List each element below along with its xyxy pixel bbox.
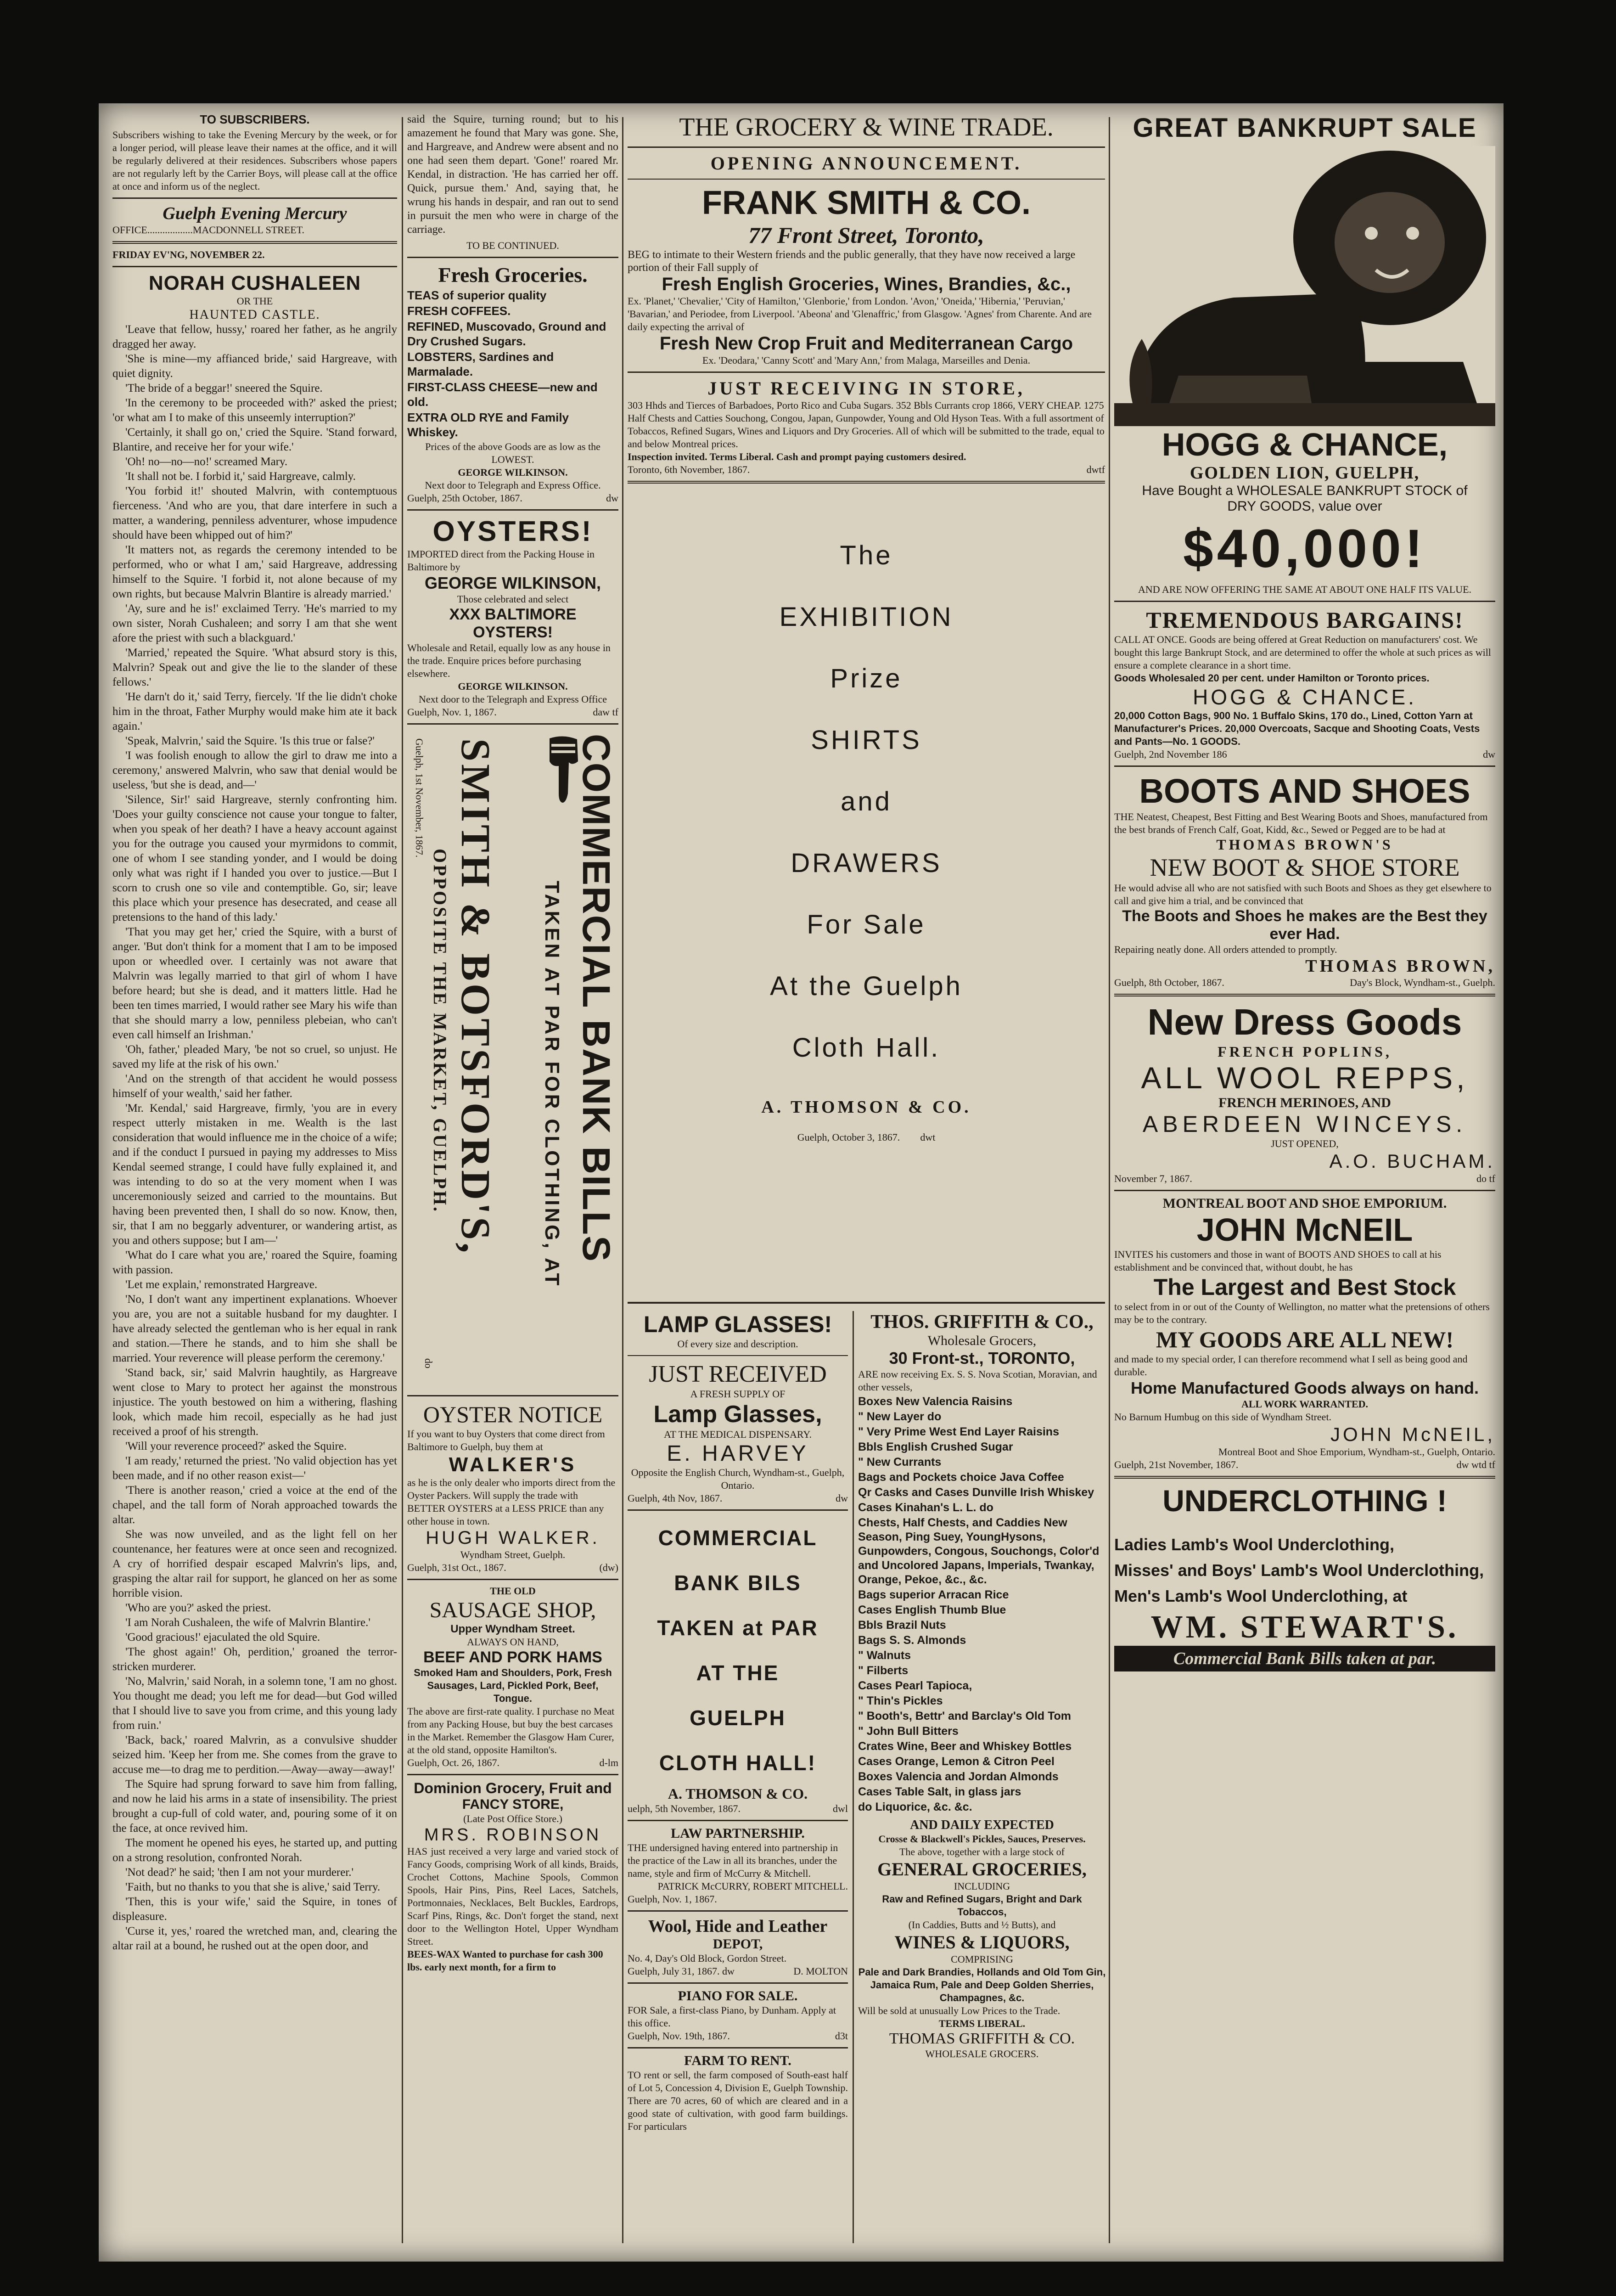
list-item: Bbls English Crushed Sugar	[858, 1441, 1013, 1453]
aberdeen-winceys: ABERDEEN WINCEYS.	[1142, 1111, 1467, 1137]
daily-expected: AND DAILY EXPECTED	[910, 1818, 1054, 1832]
oyster-notice-text: If you want to buy Oysters that come direct from Baltimore to Guelph, buy them at	[407, 1428, 605, 1452]
cloth-code: dwl	[833, 1803, 848, 1814]
john-mcneil-sig: JOHN McNEIL,	[1330, 1424, 1495, 1445]
list-item: FIRST-CLASS CHEESE—new and old.	[407, 380, 598, 409]
oysters-address: Next door to the Telegraph and Express Office	[418, 693, 607, 705]
story-paragraph: 'Curse it, yes,' roared the wretched man, and, clearing the altar rail at a bound, he rushed out at the open door, and	[112, 1925, 397, 1952]
vertical-headline: COMMERCIAL BANK BILLS	[575, 734, 618, 1263]
list-item: EXTRA OLD RYE and Family Whiskey.	[407, 411, 569, 439]
cloth-date: uelph, 5th November, 1867.	[628, 1803, 741, 1814]
hugh-address: Wyndham Street, Guelph.	[460, 1549, 566, 1560]
frank-smith: FRANK SMITH & CO.	[702, 185, 1031, 221]
fresh-groceries-heading: Fresh Groceries.	[438, 263, 588, 287]
column-4	[1114, 113, 1495, 2252]
wool-name: D. MOLTON	[793, 1965, 848, 1977]
story-paragraph: 'The bride of a beggar!' sneered the Squire.	[125, 382, 323, 394]
list-item: Chests, Half Chests, and Caddies New Season, Ping Suey, YoungHysons, Gunpowders, Congous, Souchongs, Color'd and Uncolored Japans, Imperials, Twankay, Orange, Pekoe, &c., &c.	[858, 1516, 1100, 1586]
beef-pork-hams: BEEF AND PORK HAMS	[423, 1649, 602, 1666]
sausage-subheading: Upper Wyndham Street.	[450, 1623, 575, 1635]
law-names: PATRICK McCURRY, ROBERT MITCHELL.	[657, 1880, 848, 1892]
bankrupt-sale-heading: GREAT BANKRUPT SALE	[1133, 113, 1477, 143]
fresh-note: Prices of the above Goods are as low as the LOWEST.	[425, 441, 600, 465]
boots-text: THE Neatest, Cheapest, Best Fitting and Best Wearing Boots and Shoes, manufactured from the best brands of French Calf, Goat, Kidd, &c., Sewed or Pegged are to be had at	[1114, 811, 1488, 835]
list-item: Cases Kinahan's L. L. do	[858, 1501, 993, 1514]
commercial-line: TAKEN at PAR	[657, 1616, 819, 1640]
new-boot-shoe-store: NEW BOOT & SHOE STORE	[1150, 854, 1460, 881]
column-3b	[858, 1311, 1106, 2252]
exhibition-line: Cloth Hall.	[792, 1033, 941, 1063]
brandies: Pale and Dark Brandies, Hollands and Old Tom Gin, Jamaica Rum, Pale and Deep Golden Sherries, Champagnes, &c.	[858, 1966, 1106, 2003]
list-item: Cases English Thumb Blue	[858, 1604, 1006, 1616]
story-paragraph: 'Mr. Kendal,' said Hargreave, firmly, 'you are in every respect utterly mistaken in me. Wealth is the last consideration that would influence me in the choice of a wife; and if the conduct I pursued in paying my addresses to Miss Kendal seemed strange, I could have fully explained it, and was intending to do so at the very moment when I was unceremoniously seized and carried to the mountains. But having been prevented then, I shall do so now. Know, then, sir, that I am no beggarly adventurer, or wandering artist, as you and others suppose; but I am—'	[112, 1102, 397, 1247]
wines-liquors: WINES & LIQUORS,	[894, 1932, 1070, 1953]
underclothing-line: Ladies Lamb's Wool Underclothing,	[1114, 1535, 1394, 1554]
list-item: Cases Table Salt, in glass jars	[858, 1785, 1021, 1798]
fresh-date: Guelph, 25th October, 1867.	[407, 492, 522, 504]
list-item: " Very Prime West End Layer Raisins	[858, 1425, 1059, 1438]
vertical-opposite: OPPOSITE THE MARKET, GUELPH.	[430, 849, 450, 1213]
law-heading: LAW PARTNERSHIP.	[671, 1826, 805, 1841]
list-item: REFINED, Muscovado, Ground and Dry Crushed Sugars.	[407, 320, 606, 348]
farm-heading: FARM TO RENT.	[684, 2053, 791, 2068]
oysters-note: Wholesale and Retail, equally low as any house in the trade. Enquire prices before purchasing elsewhere.	[407, 642, 611, 679]
mcneil-date: Guelph, 21st November, 1867.	[1114, 1459, 1239, 1470]
piano-code: d3t	[835, 2030, 848, 2042]
dry-goods: DRY GOODS, value over	[1227, 499, 1382, 514]
sausage-heading: SAUSAGE SHOP,	[429, 1598, 596, 1622]
list-item: " Booth's, Bettr' and Barclay's Old Tom	[858, 1710, 1072, 1722]
lamp-sub: Of every size and description.	[677, 1338, 798, 1350]
toronto-date: Toronto, 6th November, 1867.	[628, 464, 750, 475]
story-continued: said the Squire, turning round; but to his amazement he found that Mary was gone. She, and Hargreave, and Andrew were absent and no one had seen them depart. 'Gone!' roared Mr. Kendal, in distraction. 'He has carried her off. Quick, pursue them.' And, saying that, he wrung his hands in despair, and ran out to send in pursuit the men who were in charge of the carriage.	[407, 113, 618, 236]
story-paragraph: 'Back, back,' roared Malvrin, as a convulsive shudder seized him. 'Keep her from me. She comes from the grave to accuse me—to drag me to perdition.—Away—away—away!'	[112, 1734, 397, 1776]
above-together: The above, together with a large stock of	[899, 1846, 1065, 1857]
story-paragraph: 'Not dead?' he said; 'then I am not your murderer.'	[125, 1866, 354, 1879]
griffith-heading: THOS. GRIFFITH & CO.,	[870, 1311, 1094, 1333]
column-1	[112, 113, 397, 2252]
sausage-items: Smoked Ham and Shoulders, Pork, Fresh Sausages, Lard, Pickled Pork, Beef, Tongue.	[414, 1667, 612, 1704]
walkers-text: as he is the only dealer who imports direct from the Oyster Packers. Will supply the trade with BETTER OYSTERS at a LESS PRICE than any other house in town.	[407, 1477, 616, 1527]
tremendous-bargains: TREMENDOUS BARGAINS!	[1146, 607, 1464, 633]
county-text: to select from in or out of the County of Wellington, no matter what the pretensions of others may be to the contrary.	[1114, 1301, 1490, 1325]
commercial-bills-tail: Commercial Bank Bills taken at par.	[1114, 1646, 1495, 1671]
list-item: " John Bull Bitters	[858, 1725, 959, 1738]
griffith-front: 30 Front-st., TORONTO,	[889, 1349, 1075, 1367]
john-mcneil: JOHN McNEIL	[1196, 1212, 1413, 1248]
wm-stewarts: WM. STEWART'S.	[1150, 1609, 1459, 1645]
list-item: do Liquorice, &c. &c.	[858, 1801, 972, 1813]
story-paragraph: 'Good gracious!' ejaculated the old Squire.	[125, 1631, 320, 1643]
terms-liberal: TERMS LIBERAL.	[938, 2018, 1026, 2029]
oysters-date: Guelph, Nov. 1, 1867.	[407, 706, 497, 718]
golden-lion-icon	[1114, 146, 1495, 426]
story-paragraph: 'Stand back, sir,' said Malvrin haughtily, as Hargreave went close to Mary to protect her against the monstrous injustice. The youth bestowed on him a withering, flashing look, which made him recoil, especially as he had just received a proof of his strength.	[112, 1367, 397, 1438]
exhibition-line: and	[841, 787, 892, 816]
story-paragraph: 'Let me explain,' remonstrated Hargreave.	[125, 1278, 318, 1291]
exhibition-line: At the Guelph	[770, 971, 963, 1001]
story-paragraph: 'Oh! no—no—no!' screamed Mary.	[125, 456, 288, 468]
story-paragraph: 'And on the strength of that accident he would possess himself of your wealth,' said her father.	[112, 1073, 397, 1100]
english-groceries: Fresh English Groceries, Wines, Brandies, &c.,	[662, 274, 1071, 294]
late-post-office: (Late Post Office Store.)	[463, 1813, 562, 1824]
story-paragraph: 'In the ceremony to be proceeded with?' asked the priest; 'or what am I to make of this unseemly interruption?'	[112, 397, 397, 424]
story-paragraph: 'Leave that fellow, hussy,' roared her father, as he angrily dragged her away.	[112, 323, 397, 350]
harvey-address: Opposite the English Church, Wyndham-st., Guelph, Ontario.	[631, 1467, 845, 1491]
list-item: Crates Wine, Beer and Whiskey Bottles	[858, 1740, 1072, 1753]
exhibition-line: Prize	[830, 664, 903, 693]
griffith-signature-sub: WHOLESALE GROCERS.	[925, 2048, 1039, 2060]
list-item: FRESH COFFEES.	[407, 304, 511, 318]
frank-text: BEG to intimate to their Western friends and the public generally, that they have now received a large portion of their Fall supply of	[628, 249, 1076, 274]
sausage-date: Guelph, Oct. 26, 1867.	[407, 1757, 500, 1768]
list-item: " Thin's Pickles	[858, 1694, 943, 1707]
to-be-continued: TO BE CONTINUED.	[466, 240, 559, 251]
story-paragraph: 'Speak, Malvrin,' said the Squire. 'Is this true or false?'	[125, 735, 375, 747]
wool-code: dw	[722, 1965, 735, 1977]
subscribers-heading: TO SUBSCRIBERS.	[200, 113, 310, 126]
fancy-store: FANCY STORE,	[462, 1797, 564, 1812]
story-paragraph: 'Married,' repeated the Squire. 'What absurd story is this, Malvrin? Speak out and give the lie to the slander of these fellows.'	[112, 647, 397, 688]
story-paragraph: 'What do I care what you are,' roared the Squire, foaming with passion.	[112, 1249, 397, 1276]
story-paragraph: 'I am ready,' returned the priest. 'No valid objection has yet been made, and if no other reason exist—'	[112, 1455, 397, 1482]
vertical-date: Guelph, 1st November, 1867.	[414, 738, 425, 858]
vertical-line2: TAKEN AT PAR FOR CLOTHING, AT	[541, 881, 563, 1288]
story-or: OR THE	[236, 295, 273, 307]
story-paragraph: 'Who are you?' asked the priest.	[125, 1602, 271, 1614]
commercial-line: COMMERCIAL	[658, 1526, 818, 1550]
commercial-bank-bills-vertical-ad	[407, 729, 618, 1390]
mcneil-code: dw wtd tf	[1456, 1459, 1495, 1470]
mcneil-address: Montreal Boot and Shoe Emporium, Wyndham-st., Guelph, Ontario.	[1218, 1446, 1495, 1458]
home-manufactured: Home Manufactured Goods always on hand.	[1130, 1379, 1479, 1397]
thomas-brown-sig: THOMAS BROWN,	[1305, 957, 1495, 976]
story-paragraph: 'You forbid it!' shouted Malvrin, with contemptuous fierceness. 'And who are you, that dare interfere in such a matter, a wandering, penniless adventurer, whose impudence should have been whipped out of him?'	[112, 485, 397, 541]
story-paragraph: 'That you may get her,' cried the Squire, with a burst of anger. 'But don't think for a moment that I am to be imposed upon or wheedled over. I certainly was not aware that Malvrin was legally married to that girl of whom I have before heard; but she is dead, and it matters little. Had he been ten times married, I would rather see Mary his wife than that she should marry a low, penniless plebeian, who can't even call himself an Irishman.'	[112, 926, 397, 1041]
cotton-bags: 20,000 Cotton Bags, 900 No. 1 Buffalo Skins, 170 do., Lined, Cotton Yarn at Manufacturer's Prices. 20,000 Overcoats, Sacque and Shooting Coats, Vests and Pants—No. 1 GOODS.	[1114, 710, 1480, 747]
thomson-sig: A. THOMSON & CO.	[761, 1097, 971, 1117]
front-street: 77 Front Street, Toronto,	[748, 222, 984, 248]
story-paragraph: The moment he opened his eyes, he started up, and putting on a strong resolution, confronted Norah.	[112, 1837, 397, 1864]
underclothing-heading: UNDERCLOTHING !	[1162, 1484, 1447, 1518]
oysters-xxx: XXX BALTIMORE OYSTERS!	[449, 606, 577, 641]
story-title: NORAH CUSHALEEN	[148, 272, 361, 294]
vertical-code: do	[423, 1358, 434, 1368]
amount: $40,000!	[1183, 518, 1426, 579]
exhibition-line: SHIRTS	[811, 725, 922, 755]
no-barnum: No Barnum Humbug on this side of Wyndham Street.	[1114, 1411, 1332, 1423]
story-paragraph: 'He darn't do it,' said Terry, fiercely. 'If the lie didn't choke him in the throat, Father Murphy would make him ate it back again.'	[112, 691, 397, 732]
crop-ex: Ex. 'Deodara,' 'Canny Scott' and 'Mary Ann,' from Malaga, Marseilles and Denia.	[702, 355, 1031, 366]
list-item: " Walnuts	[858, 1649, 911, 1662]
new-dress-goods: New Dress Goods	[1147, 1002, 1462, 1042]
story-paragraph: 'She is mine—my affianced bride,' said Hargreave, with quiet dignity.	[112, 353, 397, 380]
story-paragraph: 'Silence, Sir!' said Hargreave, sternly confronting him. 'Does your guilty conscience not cause your tongue to falter, when you speak of her death? I have a heavy account against you for the outrage you caused your myrmidons to commit, one of whom I see standing yonder, and I would be doing only what was right if I handed you over to justice.—But I scorn to crush one so vile and contemptible. Go, sir; leave this place which your presence has desecrated, and cease all pretensions to the hand of this lady.'	[112, 793, 397, 923]
crosse-blackwell: Crosse & Blackwell's Pickles, Sauces, Preserves.	[878, 1833, 1086, 1845]
wool-address: No. 4, Day's Old Block, Gordon Street.	[628, 1953, 787, 1964]
exhibition-line: For Sale	[807, 910, 926, 940]
newspaper-page	[99, 103, 1504, 2262]
griffith-items	[858, 1395, 1106, 1814]
raw-sugars: Raw and Refined Sugars, Bright and Dark Tobaccos,	[882, 1893, 1082, 1918]
ex-vessels: Ex. 'Planet,' 'Chevalier,' 'City of Hamilton,' 'Glenborie,' from London. 'Avon,' 'Oneida,' 'Hibernia,' 'Peruvian,' 'Bavarian,' and Periodee, from Liverpool. 'Abeona' and 'Glenaffric,' from Glasgow. 'Agnes' from Charente. And are daily expecting the arrival of	[628, 295, 1092, 332]
list-item: " Filberts	[858, 1664, 909, 1677]
just-opened: JUST OPENED,	[1271, 1138, 1339, 1149]
brown-address: Day's Block, Wyndham-st., Guelph.	[1350, 977, 1495, 988]
just-receiving: JUST RECEIVING IN STORE,	[707, 378, 1025, 399]
have-bought: Have Bought a WHOLESALE BANKRUPT STOCK of	[1142, 483, 1468, 498]
exhibition-line: EXHIBITION	[779, 602, 954, 632]
fresh-supply: A FRESH SUPPLY OF	[690, 1388, 786, 1400]
sausage-text: The above are first-rate quality. I purchase no Meat from any Packing House, but buy the best carcases in the Market. Remember the Glasgow Ham Curer, at the old stand, opposite Hamilton's.	[407, 1705, 615, 1756]
law-date: Guelph, Nov. 1, 1867.	[628, 1893, 717, 1905]
fresh-address: Next door to Telegraph and Express Office.	[425, 479, 601, 491]
robinson-text: HAS just received a very large and varied stock of Fancy Goods, comprising Work of all kinds, Braids, Crochet Cottons, Machine Spools, Common Spools, Hair Pins, Pins, Reel Laces, Satchels, Portmonnaies, Necklaces, Belt Buckles, Eardrops, Scarf Pins, Rings, &c. Don't forget the stand, next door to the Wellington Hotel, Upper Wyndham Street.	[407, 1846, 618, 1947]
french-merinoes: FRENCH MERINOES, AND	[1218, 1095, 1391, 1110]
list-item: Bags and Pockets choice Java Coffee	[858, 1471, 1064, 1484]
low-prices: Will be sold at unusually Low Prices to the Trade.	[858, 2005, 1060, 2016]
list-item: Bags S. S. Almonds	[858, 1634, 966, 1647]
piano-date: Guelph, Nov. 19th, 1867.	[628, 2030, 730, 2042]
receiving-text: 303 Hhds and Tierces of Barbadoes, Porto Rico and Cuba Sugars. 352 Bbls Currants crop 1866, VERY CHEAP. 1275 Half Chests and Catties Souchong, Congou, Japan, Gunpowder, Young and Old Hyson Teas. With a full assortment of Tobaccos, Refined Sugars, Wines and Liquors and Dry Groceries. All of which will be submitted to the trade, equal to and below Montreal prices.	[628, 400, 1105, 450]
masthead: Guelph Evening Mercury	[163, 204, 347, 223]
wool-heading: Wool, Hide and Leather	[648, 1917, 828, 1936]
medical-dispensary: AT THE MEDICAL DISPENSARY.	[664, 1429, 812, 1440]
underclothing-line: Misses' and Boys' Lamb's Wool Underclothing,	[1114, 1561, 1484, 1580]
story-paragraph: 'Faith, but no thanks to you that she is alive,' said Terry.	[125, 1881, 381, 1893]
brown-date: Guelph, 8th October, 1867.	[1114, 977, 1224, 988]
list-item: Qr Casks and Cases Dunville Irish Whiskey	[858, 1486, 1094, 1499]
grocery-wine-heading: THE GROCERY & WINE TRADE.	[679, 113, 1054, 141]
all-work-warranted: ALL WORK WARRANTED.	[1241, 1398, 1369, 1410]
story-paragraph: 'It shall not be. I forbid it,' said Hargreave, calmly.	[125, 470, 356, 483]
commercial-line: BANK BILS	[674, 1571, 802, 1595]
vertical-firm: SMITH & BOTSFORD'S,	[453, 738, 498, 1256]
farm-text: TO rent or sell, the farm composed of South-east half of Lot 5, Concession 4, Division E, Guelph Township. There are 70 acres, 60 of which are cleared and in a good state of cultivation, with good farm buildings. For particulars	[628, 2069, 848, 2132]
piano-heading: PIANO FOR SALE.	[678, 1988, 798, 2003]
sausage-code: d-lm	[599, 1757, 618, 1768]
hugh-walker: HUGH WALKER.	[426, 1528, 600, 1548]
story-paragraph: 'Oh, father,' pleaded Mary, 'be not so cruel, so unjust. He saved my life at the risk of his own.'	[112, 1043, 397, 1070]
lamp-glasses: Lamp Glasses,	[653, 1401, 822, 1428]
column-2	[407, 113, 618, 2252]
inspection: Inspection invited. Terms Liberal. Cash and prompt paying customers desired.	[628, 451, 966, 462]
story-paragraph: 'The ghost again!' Oh, perdition,' groaned the terror-stricken murderer.	[112, 1646, 397, 1673]
story-paragraph: 'No, Malvrin,' said Norah, in a solemn tone, 'I am no ghost. You thought me dead; you left me for dead—but God willed that I should live to save you from crime, and this young lady from ruin.'	[112, 1675, 397, 1732]
advise: He would advise all who are not satisfied with such Boots and Shoes as they get elsewhere to call and give him a trial, and be convinced that	[1114, 882, 1492, 906]
new-crop-fruit: Fresh New Crop Fruit and Mediterranean Cargo	[659, 333, 1073, 354]
mrs-robinson: MRS. ROBINSON	[424, 1825, 602, 1845]
wholesaled: Goods Wholesaled 20 per cent. under Hamilton or Toronto prices.	[1114, 672, 1430, 684]
piano-text: FOR Sale, a first-class Piano, by Dunham. Apply at this office.	[628, 2004, 836, 2029]
caddies: (In Caddies, Butts and ½ Butts), and	[908, 1919, 1056, 1930]
depot: DEPOT,	[713, 1936, 763, 1952]
hogg-code: dw	[1483, 748, 1495, 760]
commercial-line: CLOTH HALL!	[659, 1751, 817, 1775]
story-paragraph: 'Will your reverence proceed?' asked the Squire.	[125, 1440, 347, 1452]
special-order: and made to my special order, I can therefore recommend what I sell as being good and durable.	[1114, 1353, 1468, 1378]
list-item: TEAS of superior quality	[407, 288, 547, 302]
story-paragraph: The Squire had sprung forward to save him from falling, and now he laid his arms in a state of insensibility. The priest brought a cup-full of cold water, and, pouring some of it on the face, at once revived him.	[112, 1778, 397, 1835]
story-paragraph: 'Certainly, it shall go on,' cried the Squire. 'Stand forward, Blantire, and receive her for your wife.'	[112, 426, 397, 453]
list-item: Boxes New Valencia Raisins	[858, 1395, 1013, 1408]
story-paragraph: 'No, I don't want any impertinent explanations. Whoever you are, you are not a suitable husband for my daughter. I have already selected the gentleman who is her equal in rank and station.—There he stands, and to him she shall be married. Your reverence will please perform the ceremony.'	[112, 1293, 397, 1364]
list-item: Boxes Valencia and Jordan Almonds	[858, 1770, 1059, 1783]
bucham-code: do tf	[1476, 1173, 1495, 1184]
largest-best-stock: The Largest and Best Stock	[1153, 1274, 1456, 1300]
offering: AND ARE NOW OFFERING THE SAME AT ABOUT ONE HALF ITS VALUE.	[1138, 584, 1472, 595]
wholesale-grocers: Wholesale Grocers,	[927, 1333, 1037, 1348]
story-body	[112, 322, 397, 1953]
list-item: LOBSTERS, Sardines and Marmalade.	[407, 350, 554, 378]
walkers-heading: WALKER'S	[449, 1453, 577, 1476]
list-item: " New Layer do	[858, 1410, 942, 1423]
story-paragraph: She was now unveiled, and as the light fell on her countenance, her features were at once seen and recognized. A cry of horrified despair escaped Malvrin's lips, and, grasping the altar rail for support, he glanced on her as some horrible vision.	[112, 1528, 397, 1599]
list-item: " New Currants	[858, 1456, 942, 1469]
story-paragraph: 'There is another reason,' cried a voice at the end of the chapel, and the tall form of Norah approached towards the altar.	[112, 1484, 397, 1526]
montreal-emporium: MONTREAL BOOT AND SHOE EMPORIUM.	[1162, 1196, 1447, 1211]
commercial-bank-bils-ad	[628, 1515, 848, 1785]
list-item: Bbls Brazil Nuts	[858, 1619, 946, 1632]
story-paragraph: 'I was foolish enough to allow the girl to draw me into a ceremony,' answered Malvrin, who saw that denial would be useless, 'but she is dead, and—'	[112, 749, 397, 791]
list-item: Cases Pearl Tapioca,	[858, 1679, 972, 1692]
arriving: ARE now receiving Ex. S. S. Nova Scotian, Moravian, and other vessels,	[858, 1368, 1097, 1393]
exhibition-ad	[628, 525, 1105, 1079]
e-harvey: E. HARVEY	[667, 1441, 809, 1466]
repairing: Repairing neatly done. All orders attended to promptly.	[1114, 944, 1337, 955]
oysters-text: IMPORTED direct from the Packing House in Baltimore by	[407, 548, 595, 573]
story-subtitle: HAUNTED CASTLE.	[189, 308, 320, 322]
subscribers-text: Subscribers wishing to take the Evening Mercury by the week, or for a longer period, will please leave their names at the office, and it will be regularly delivered at their residences. Subscribers whose papers are not regularly left by the Carrier Boys, will please call at the office at once and inform us of the neglect.	[112, 129, 397, 192]
just-received: JUST RECEIVED	[649, 1361, 827, 1387]
oysters-heading: OYSTERS!	[432, 516, 593, 547]
commercial-line: GUELPH	[690, 1706, 786, 1730]
exhibition-line: DRAWERS	[791, 848, 942, 878]
bucham-date: November 7, 1867.	[1114, 1173, 1192, 1184]
cloth-thomson: A. THOMSON & CO.	[668, 1785, 808, 1802]
exhibition-line: The	[840, 540, 893, 570]
fresh-groceries-list	[407, 288, 618, 439]
harvey-code: dw	[836, 1492, 848, 1504]
french-poplins: FRENCH POPLINS,	[1218, 1043, 1392, 1060]
invites: INVITES his customers and those in want of BOOTS AND SHOES to call at his establishment and be convinced that, without doubt, he has	[1114, 1249, 1442, 1273]
the-old: THE OLD	[490, 1585, 536, 1597]
oyster-notice-heading: OYSTER NOTICE	[423, 1401, 603, 1427]
list-item: Bags superior Arracan Rice	[858, 1588, 1009, 1601]
underclothing-lines	[1114, 1532, 1495, 1609]
story-paragraph: 'Ay, sure and he is!' exclaimed Terry. 'He's married to my own sister, Norah Cushaleen; and sorry I am that she went afore the priest with such a blackguard.'	[112, 602, 397, 644]
call-at-once: CALL AT ONCE. Goods are being offered at Great Reduction on manufacturers' cost. We bought this large Bankrupt Stock, and are determined to offer the whole at such prices as will ensure a complete clearance in a short time.	[1114, 634, 1491, 671]
list-item: Cases Orange, Lemon & Citron Peel	[858, 1755, 1055, 1768]
hugh-code: (dw)	[599, 1562, 618, 1573]
goods-all-new: MY GOODS ARE ALL NEW!	[1156, 1327, 1454, 1352]
hogg-chance: HOGG & CHANCE,	[1162, 427, 1448, 462]
a-o-bucham: A.O. BUCHAM.	[1329, 1150, 1495, 1172]
fresh-name: GEORGE WILKINSON.	[458, 467, 568, 478]
dominion-heading: Dominion Grocery, Fruit and	[414, 1780, 612, 1796]
oysters-signature: GEORGE WILKINSON.	[458, 681, 568, 692]
dateline: FRIDAY EV'NG, NOVEMBER 22.	[112, 249, 265, 260]
office-line: OFFICE..................MACDONNELL STREET.	[112, 224, 304, 236]
wool-date: Guelph, July 31, 1867.	[628, 1965, 720, 1977]
all-wool-repps: ALL WOOL REPPS,	[1141, 1061, 1469, 1095]
fresh-code: dw	[606, 492, 618, 504]
opening-announcement: OPENING ANNOUNCEMENT.	[710, 153, 1022, 174]
law-text: THE undersigned having entered into partnership in the practice of the Law in all its branches, under the name, style and firm of McCurry & Mitchell.	[628, 1842, 838, 1879]
comprising: COMPRISING	[951, 1953, 1013, 1965]
commercial-line: AT THE	[696, 1661, 780, 1685]
column-3a	[628, 1311, 848, 2252]
harvey-date: Guelph, 4th Nov, 1867.	[628, 1492, 723, 1504]
sausage-always: ALWAYS ON HAND,	[467, 1636, 559, 1648]
lamp-glasses-heading: LAMP GLASSES!	[643, 1311, 832, 1337]
general-groceries: GENERAL GROCERIES,	[877, 1859, 1087, 1880]
hugh-date: Guelph, 31st Oct., 1867.	[407, 1562, 506, 1573]
oysters-code: daw tf	[593, 706, 618, 718]
thomas-browns: THOMAS BROWN'S	[1216, 836, 1393, 853]
oysters-name: GEORGE WILKINSON,	[424, 574, 601, 592]
beeswax: BEES-WAX Wanted to purchase for cash 300 lbs. early next month, for a firm to	[407, 1948, 603, 1973]
story-paragraph: 'Then, this is your wife,' said the Squire, in tones of displeasure.	[112, 1896, 397, 1923]
story-paragraph: 'I am Norah Cushaleen, the wife of Malvrin Blantire.'	[125, 1616, 370, 1629]
column-3-top	[628, 113, 1105, 1297]
oysters-selected: Those celebrated and select	[457, 593, 569, 605]
including: INCLUDING	[954, 1880, 1010, 1892]
boots-shoes-heading: BOOTS AND SHOES	[1139, 772, 1470, 810]
hogg-chance-2: HOGG & CHANCE.	[1193, 685, 1417, 709]
golden-lion: GOLDEN LION, GUELPH,	[1190, 463, 1420, 483]
best-they-ever-had: The Boots and Shoes he makes are the Best they ever Had.	[1122, 907, 1487, 943]
underclothing-line: Men's Lamb's Wool Underclothing, at	[1114, 1587, 1408, 1605]
toronto-code: dwtf	[1086, 464, 1105, 475]
griffith-signature: THOMAS GRIFFITH & CO.	[889, 2030, 1075, 2047]
thomson-code: dwt	[920, 1131, 936, 1143]
thomson-date: Guelph, October 3, 1867.	[797, 1131, 900, 1143]
hogg-date: Guelph, 2nd November 186	[1114, 748, 1227, 760]
story-paragraph: 'It matters not, as regards the ceremony intended to be performed, who or what I am,' said Hargreave, addressing himself to the Squire. 'I forbid it, not alone because of my own rights, but because Malvrin Blantire is already married.'	[112, 544, 397, 600]
